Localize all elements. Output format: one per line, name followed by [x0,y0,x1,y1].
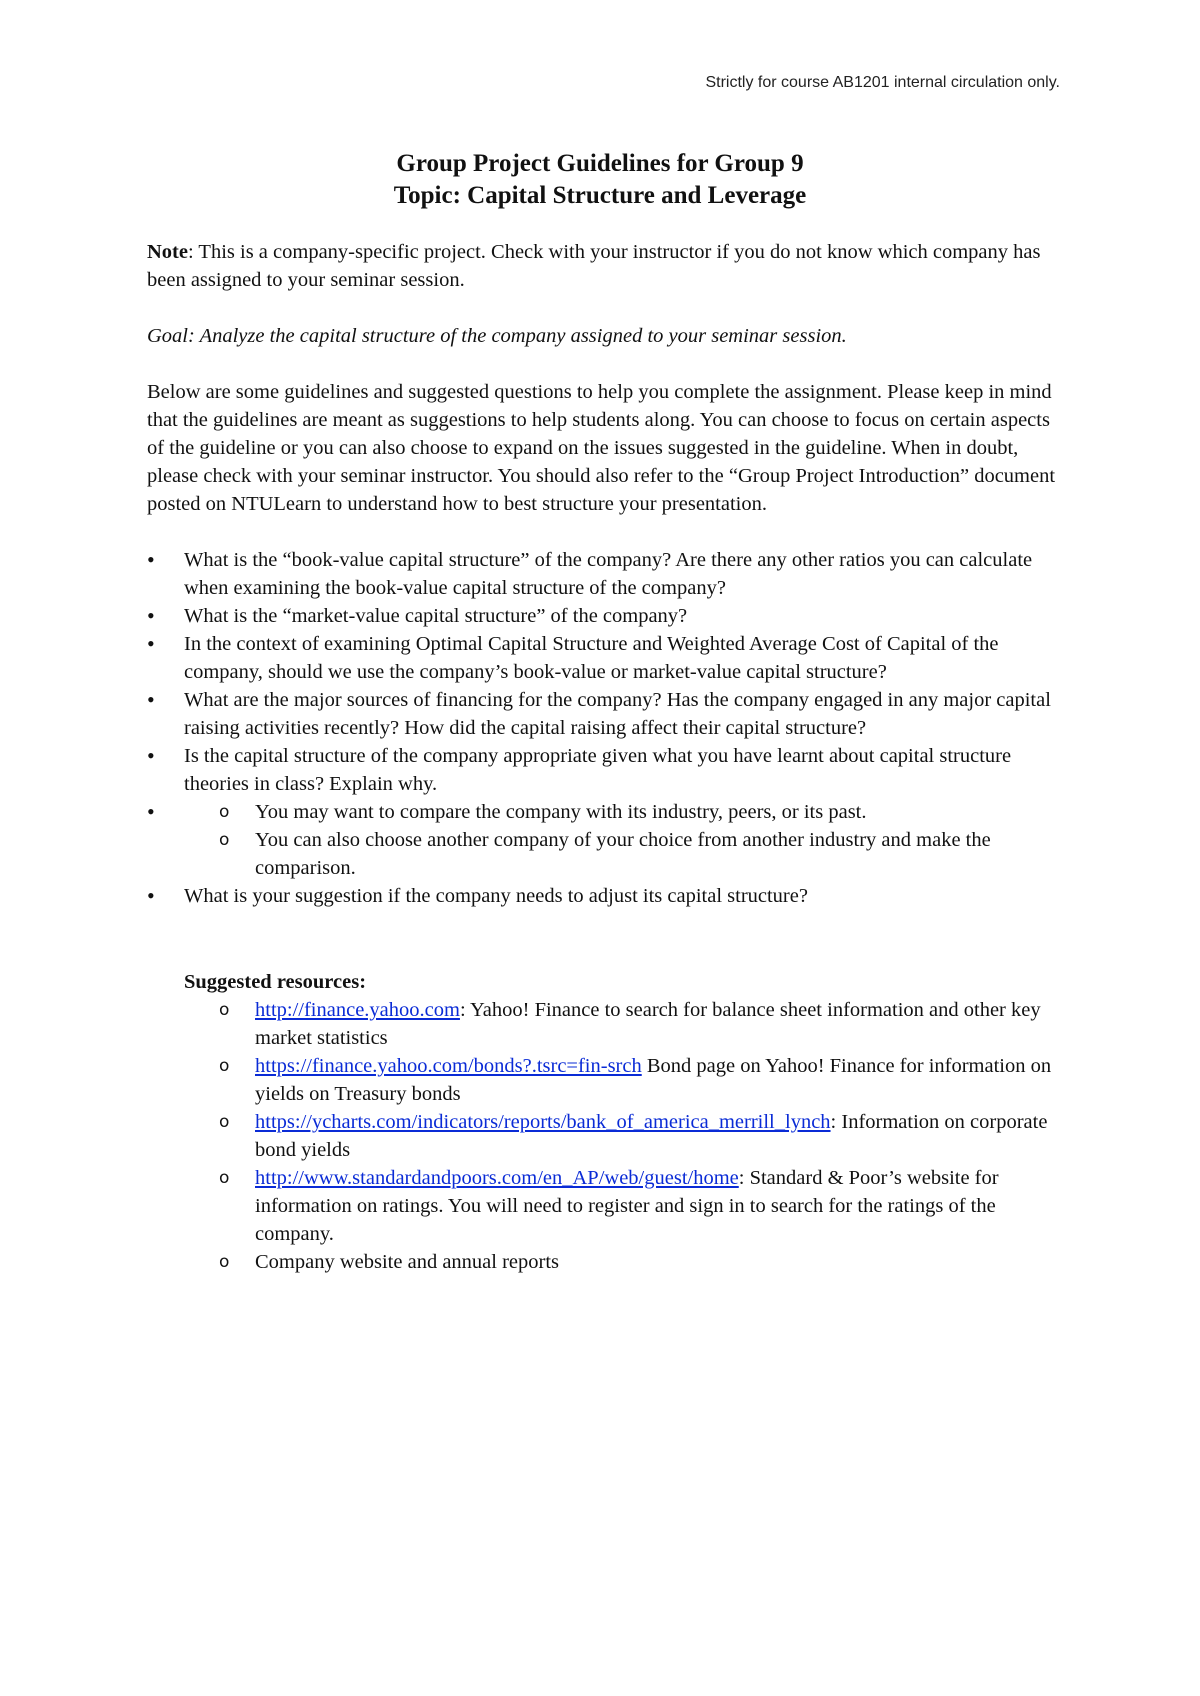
resources-section [147,968,1067,1276]
goal-paragraph: Goal: Analyze the capital structure of the company assigned to your seminar session. [147,325,847,347]
standard-poors-link[interactable]: http://www.standardandpoors.com/en_AP/web/guest/home [255,1167,739,1189]
question-item: • What is your suggestion if the company needs to adjust its capital structure? [147,882,1067,910]
resource-description: : Information on corporate bond yields [255,1111,1048,1161]
title-block [0,148,1200,212]
question-item [147,742,1067,798]
page-title: Group Project Guidelines for Group 9 [396,150,804,177]
sub-question-item: o You can also choose another company of your choice from another industry and make the comparison. [219,826,1067,882]
sub-question-wrapper [147,798,1067,882]
note-text: : This is a company-specific project. Check with your instructor if you do not know which company has been assigned to your seminar session. [147,241,1041,291]
question-item: • In the context of examining Optimal Capital Structure and Weighted Average Cost of Capital of the company, should we use the company’s book-value or market-value capital structure? [147,630,1067,686]
sub-question-list [147,798,1067,882]
intro-paragraph: Below are some guidelines and suggested questions to help you complete the assignment. Please keep in mind that the guidelines are meant as suggestions to help students along. You can choose to focus on certain aspects of the guideline or you can also choose to expand on the issues suggested in the guideline. When in doubt, please check with your seminar instructor. You should also refer to the “Group Project Introduction” document posted on NTULearn to understand how to best structure your presentation. [147,381,1056,515]
topic-title: Topic: Capital Structure and Leverage [393,182,807,209]
resource-item: o Company website and annual reports [219,1248,1067,1276]
question-list [147,546,1067,910]
resource-item [219,1108,1067,1164]
question-item: • What are the major sources of financing for the company? Has the company engaged in any major capital raising activities recently? How did the capital raising affect their capital structure? [147,686,1067,742]
resource-item [219,996,1067,1052]
ycharts-link[interactable]: https://ycharts.com/indicators/reports/bank_of_america_merrill_lynch [255,1111,831,1133]
question-text: Is the capital structure of the company appropriate given what you have learnt about capital structure theories in class? Explain why. [184,745,1012,795]
note-paragraph [147,238,1067,294]
document-body [147,238,1067,1276]
resources-list [147,996,1067,1276]
question-item: • What is the “book-value capital structure” of the company? Are there any other ratios you can calculate when examining the book-value capital structure of the company? [147,546,1067,602]
yahoo-finance-link[interactable]: http://finance.yahoo.com [255,999,460,1021]
resource-item [219,1052,1067,1108]
resource-description: : Standard & Poor’s website for information on ratings. You will need to register and sign in to search for the ratings of the company. [255,1167,999,1245]
resource-description: : Yahoo! Finance to search for balance sheet information and other key market statistics [255,999,1041,1049]
question-item: • What is the “market-value capital structure” of the company? [147,602,1067,630]
note-label: Note [147,241,188,263]
circulation-notice: Strictly for course AB1201 internal circulation only. [705,74,1060,91]
resource-description: Bond page on Yahoo! Finance for information on yields on Treasury bonds [255,1055,1052,1105]
resource-item [219,1164,1067,1248]
yahoo-bonds-link[interactable]: https://finance.yahoo.com/bonds?.tsrc=fin-srch [255,1055,642,1077]
sub-question-item: o • You may want to compare the company with its industry, peers, or its past. [219,798,1067,826]
resources-heading: Suggested resources: [184,971,367,993]
